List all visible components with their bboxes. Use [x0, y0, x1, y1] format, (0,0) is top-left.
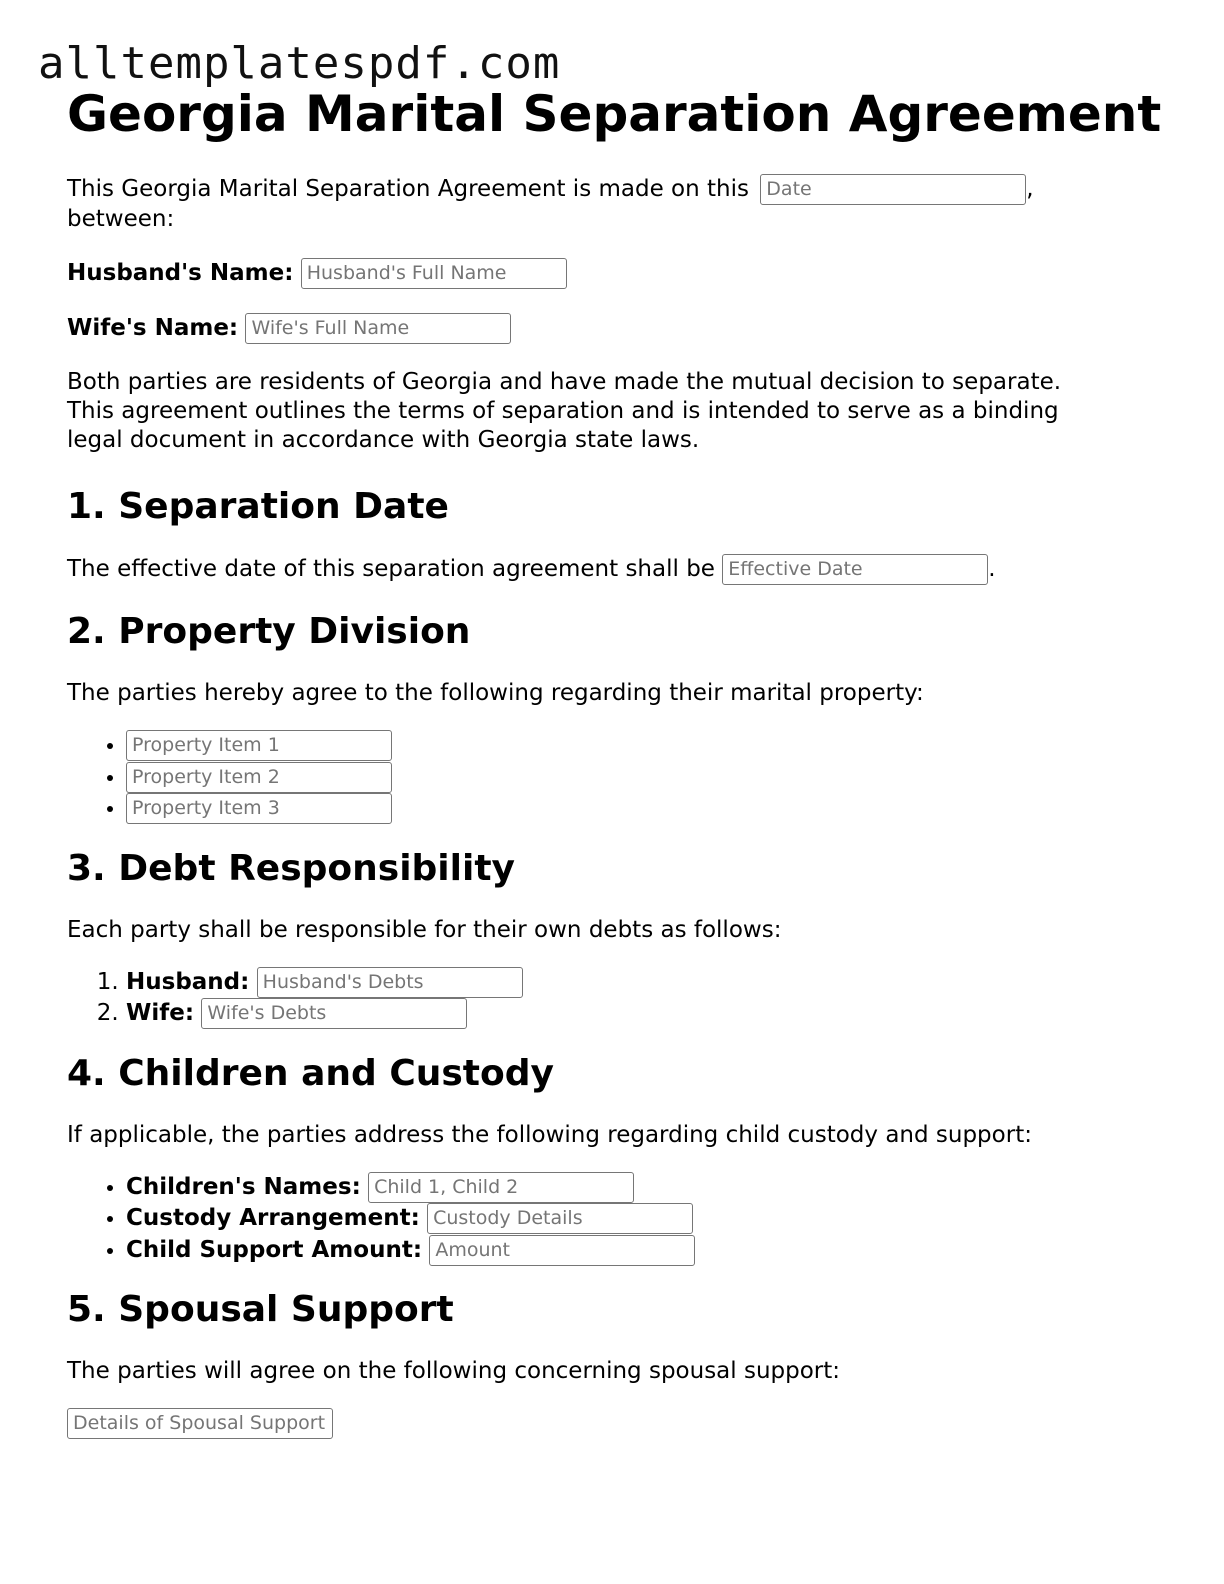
intro-text: This Georgia Marital Separation Agreement is made on this	[67, 176, 749, 202]
section-debt-heading: 3. Debt Responsibility	[67, 847, 515, 889]
list-item	[126, 1172, 1167, 1204]
list-item	[126, 762, 1167, 794]
watermark-text: alltemplatespdf.com	[38, 38, 561, 89]
property-item-3-field[interactable]: Property Item 3	[126, 793, 392, 824]
intro-comma: ,	[1026, 176, 1034, 202]
child-support-amount-field[interactable]: Amount	[429, 1235, 695, 1266]
husband-name-field[interactable]: Husband's Full Name	[301, 258, 567, 289]
property-item-1-field[interactable]: Property Item 1	[126, 730, 392, 761]
property-list	[67, 730, 1167, 825]
separation-period: .	[988, 556, 996, 582]
husband-name-row	[67, 258, 1167, 289]
custody-details-field[interactable]: Custody Details	[427, 1203, 693, 1234]
separation-text: The effective date of this separation agreement shall be	[67, 556, 715, 582]
property-paragraph: The parties hereby agree to the following regarding their marital property:	[67, 680, 924, 706]
wife-name-label: Wife's Name:	[67, 315, 239, 341]
list-item	[126, 793, 1167, 825]
intro-between: between:	[67, 206, 175, 232]
custody-label: Custody Arrangement:	[126, 1205, 420, 1231]
document-body	[67, 84, 1167, 1439]
section-children-heading: 4. Children and Custody	[67, 1052, 554, 1094]
children-names-field[interactable]: Child 1, Child 2	[368, 1172, 634, 1203]
husband-debts-field[interactable]: Husband's Debts	[257, 967, 523, 998]
effective-date-field[interactable]: Effective Date	[722, 554, 988, 585]
spousal-field-row	[67, 1408, 1167, 1439]
section-spousal-heading: 5. Spousal Support	[67, 1289, 454, 1330]
wife-debts-field[interactable]: Wife's Debts	[201, 998, 467, 1029]
wife-debt-label: Wife:	[126, 1000, 195, 1026]
section-property-heading: 2. Property Division	[67, 611, 471, 652]
children-list	[67, 1172, 1167, 1267]
property-item-2-field[interactable]: Property Item 2	[126, 762, 392, 793]
section-separation-heading: 1. Separation Date	[67, 486, 449, 527]
debt-list	[67, 967, 1167, 1030]
list-item	[126, 1203, 1167, 1235]
husband-name-label: Husband's Name:	[67, 260, 294, 286]
husband-debt-label: Husband:	[126, 968, 250, 995]
list-item	[126, 967, 1167, 999]
list-item	[126, 1235, 1167, 1267]
intro-paragraph	[67, 174, 1167, 234]
child-support-label: Child Support Amount:	[126, 1236, 423, 1263]
list-item	[126, 730, 1167, 762]
wife-name-row	[67, 313, 1167, 344]
children-names-label: Children's Names:	[126, 1173, 361, 1200]
children-paragraph: If applicable, the parties address the following regarding child custody and support:	[67, 1121, 1032, 1148]
separation-paragraph	[67, 554, 1167, 585]
spousal-paragraph: The parties will agree on the following concerning spousal support:	[67, 1358, 841, 1384]
date-field[interactable]: Date	[760, 174, 1026, 205]
wife-name-field[interactable]: Wife's Full Name	[245, 313, 511, 344]
spousal-support-field[interactable]: Details of Spousal Support	[67, 1408, 333, 1439]
residency-paragraph: Both parties are residents of Georgia and have made the mutual decision to separate. This agreement outlines the terms of separation and is intended to serve as a binding legal document in accordance with Georgia state laws.	[67, 369, 1062, 453]
debt-paragraph: Each party shall be responsible for their own debts as follows:	[67, 916, 782, 943]
document-title: Georgia Marital Separation Agreement	[67, 85, 1162, 143]
list-item	[126, 998, 1167, 1030]
